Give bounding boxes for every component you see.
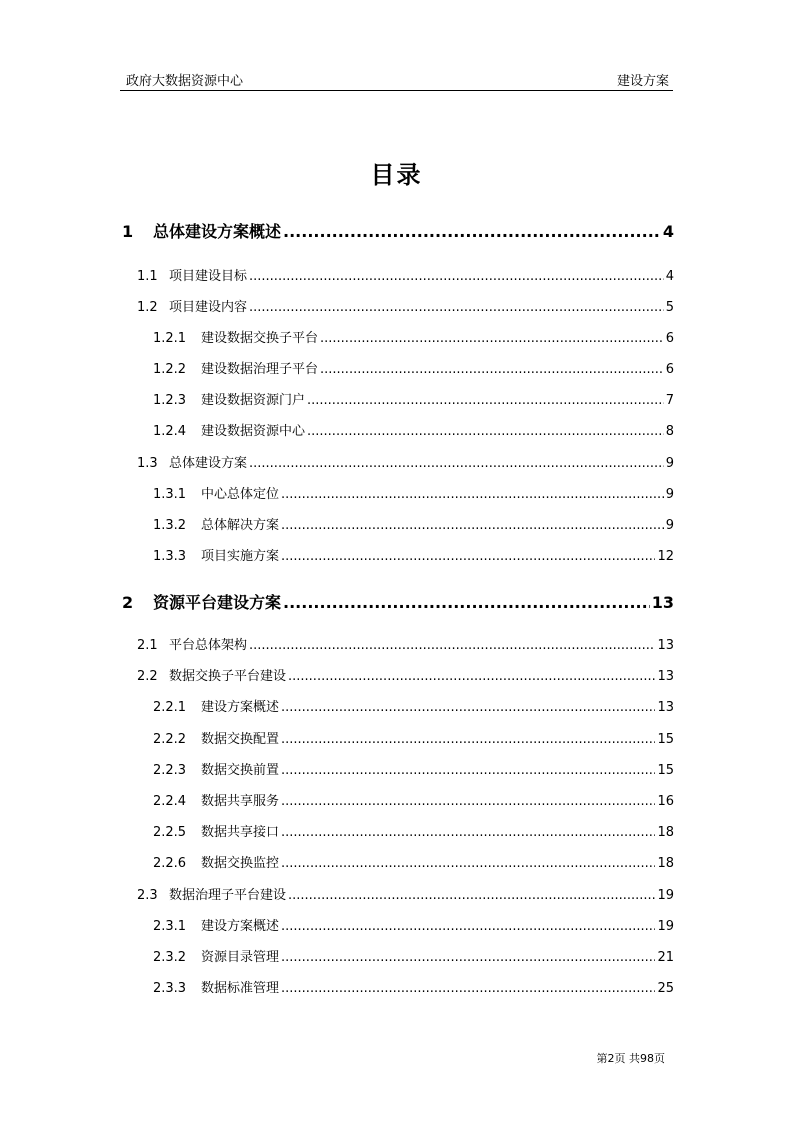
page-footer: 第2页 共98页	[596, 1052, 665, 1065]
toc-entry-page: 16	[657, 794, 674, 809]
toc-entry[interactable]	[153, 728, 674, 747]
toc-entry[interactable]	[153, 977, 674, 996]
toc-entry-title: 建设方案概述	[201, 700, 280, 715]
toc-entry-title: 平台总体架构	[169, 638, 248, 653]
toc-entry-title: 建设数据资源门户	[201, 393, 306, 408]
toc-dot-leader	[281, 700, 655, 715]
toc-entry-title: 建设数据交换子平台	[201, 331, 319, 346]
toc-dot-leader	[249, 300, 664, 315]
toc-dot-leader	[281, 549, 655, 564]
toc-dot-leader	[283, 222, 661, 241]
toc-dot-leader	[281, 950, 655, 965]
toc-entry[interactable]	[153, 514, 674, 533]
toc-entry-page: 18	[657, 825, 674, 840]
toc-entry-number: 2.2.3	[153, 763, 187, 778]
header-doc-type: 建设方案	[616, 74, 669, 89]
toc-entry-title: 数据治理子平台建设	[169, 888, 287, 903]
toc-entry[interactable]	[153, 358, 674, 377]
toc-dot-leader	[283, 593, 650, 612]
toc-entry[interactable]	[153, 852, 674, 871]
toc-dot-leader	[320, 331, 664, 346]
toc-entry-number: 1	[122, 222, 134, 241]
toc-entry-title: 中心总体定位	[201, 487, 280, 502]
toc-entry-number: 2.2	[137, 669, 158, 684]
toc-entry-page: 15	[657, 732, 674, 747]
toc-entry-title: 资源目录管理	[201, 950, 280, 965]
toc-entry-number: 2.2.5	[153, 825, 187, 840]
toc-entry-number: 2.2.1	[153, 700, 187, 715]
toc-entry-number: 2.2.6	[153, 856, 187, 871]
toc-entry[interactable]	[122, 219, 674, 242]
toc-entry-page: 13	[657, 700, 674, 715]
toc-dot-leader	[281, 732, 655, 747]
toc-dot-leader	[281, 487, 664, 502]
page-title: 目录	[370, 161, 423, 189]
toc-entry-number: 1.3.3	[153, 549, 187, 564]
toc-entry[interactable]	[153, 696, 674, 715]
toc-dot-leader	[249, 638, 655, 653]
toc-entry-title: 资源平台建设方案	[153, 593, 282, 612]
toc-dot-leader	[281, 763, 655, 778]
toc-entry-number: 1.3.1	[153, 487, 187, 502]
toc-entry-number: 2.3.1	[153, 919, 187, 934]
toc-entry-page: 25	[657, 981, 674, 996]
toc-entry[interactable]	[153, 545, 674, 564]
toc-dot-leader	[288, 888, 655, 903]
toc-entry-title: 数据交换子平台建设	[169, 669, 287, 684]
toc-entry-number: 2.3.2	[153, 950, 187, 965]
toc-entry[interactable]	[137, 634, 674, 653]
toc-entry-title: 项目建设内容	[169, 300, 248, 315]
toc-entry[interactable]	[137, 452, 674, 471]
toc-entry-number: 2.3.3	[153, 981, 187, 996]
toc-entry-title: 建设方案概述	[201, 919, 280, 934]
toc-entry-title: 数据标准管理	[201, 981, 280, 996]
toc-entry-title: 数据交换配置	[201, 732, 280, 747]
toc-entry[interactable]	[137, 665, 674, 684]
toc-entry-number: 1.3	[137, 456, 158, 471]
toc-entry-page: 19	[657, 888, 674, 903]
toc-entry[interactable]	[153, 327, 674, 346]
toc-dot-leader	[249, 269, 664, 284]
toc-entry[interactable]	[153, 389, 674, 408]
toc-entry-number: 2	[122, 593, 134, 612]
toc-dot-leader	[307, 393, 664, 408]
toc-entry-page: 12	[657, 549, 674, 564]
toc-entry-page: 6	[665, 331, 674, 346]
toc-entry-number: 1.2.4	[153, 424, 187, 439]
toc-entry[interactable]	[122, 590, 674, 613]
toc-entry[interactable]	[153, 946, 674, 965]
toc-entry-number: 1.3.2	[153, 518, 187, 533]
toc-entry-page: 4	[662, 222, 674, 241]
toc-dot-leader	[281, 825, 655, 840]
toc-entry-number: 1.2.2	[153, 362, 187, 377]
header-doc-title: 政府大数据资源中心	[126, 74, 244, 89]
toc-entry-title: 项目实施方案	[201, 549, 280, 564]
toc-entry[interactable]	[153, 483, 674, 502]
toc-entry-page: 6	[665, 362, 674, 377]
toc-dot-leader	[281, 919, 655, 934]
toc-entry-title: 建设数据治理子平台	[201, 362, 319, 377]
toc-entry[interactable]	[137, 296, 674, 315]
toc-entry-title: 数据交换前置	[201, 763, 280, 778]
toc-entry-page: 7	[665, 393, 674, 408]
toc-entry-number: 1.2.3	[153, 393, 187, 408]
toc-dot-leader	[281, 518, 664, 533]
toc-dot-leader	[320, 362, 664, 377]
toc-entry-title: 建设数据资源中心	[201, 424, 306, 439]
toc-dot-leader	[281, 981, 655, 996]
page-header	[120, 70, 673, 91]
toc-dot-leader	[281, 794, 655, 809]
toc-entry-page: 5	[665, 300, 674, 315]
toc-entry-page: 9	[665, 456, 674, 471]
toc-entry-page: 9	[665, 518, 674, 533]
toc-entry-number: 2.3	[137, 888, 158, 903]
toc-dot-leader	[288, 669, 655, 684]
toc-dot-leader	[249, 456, 664, 471]
toc-entry[interactable]	[153, 790, 674, 809]
toc-entry-title: 数据共享接口	[201, 825, 280, 840]
toc-entry-number: 1.2.1	[153, 331, 187, 346]
toc-entry-page: 18	[657, 856, 674, 871]
toc-entry-page: 13	[657, 638, 674, 653]
toc-entry-title: 总体建设方案	[169, 456, 248, 471]
toc-entry-number: 2.1	[137, 638, 158, 653]
toc-entry[interactable]	[137, 265, 674, 284]
toc-entry-page: 13	[651, 593, 674, 612]
toc-entry-number: 1.2	[137, 300, 158, 315]
toc-entry[interactable]	[137, 884, 674, 903]
toc-entry-title: 总体建设方案概述	[153, 222, 282, 241]
toc-entry-page: 15	[657, 763, 674, 778]
toc-entry[interactable]	[153, 759, 674, 778]
toc-entry-number: 1.1	[137, 269, 158, 284]
toc-entry[interactable]	[153, 420, 674, 439]
toc-entry-page: 21	[657, 950, 674, 965]
toc-entry-number: 2.2.4	[153, 794, 187, 809]
toc-entry-page: 4	[665, 269, 674, 284]
toc-dot-leader	[281, 856, 655, 871]
toc-entry[interactable]	[153, 915, 674, 934]
toc-entry-page: 8	[665, 424, 674, 439]
toc-entry-page: 19	[657, 919, 674, 934]
toc-entry-number: 2.2.2	[153, 732, 187, 747]
toc-entry-title: 项目建设目标	[169, 269, 248, 284]
toc-entry-title: 数据共享服务	[201, 794, 280, 809]
toc-entry[interactable]	[153, 821, 674, 840]
toc-dot-leader	[307, 424, 664, 439]
toc-entry-page: 9	[665, 487, 674, 502]
toc-entry-title: 总体解决方案	[201, 518, 280, 533]
toc-entry-page: 13	[657, 669, 674, 684]
toc-entry-title: 数据交换监控	[201, 856, 280, 871]
